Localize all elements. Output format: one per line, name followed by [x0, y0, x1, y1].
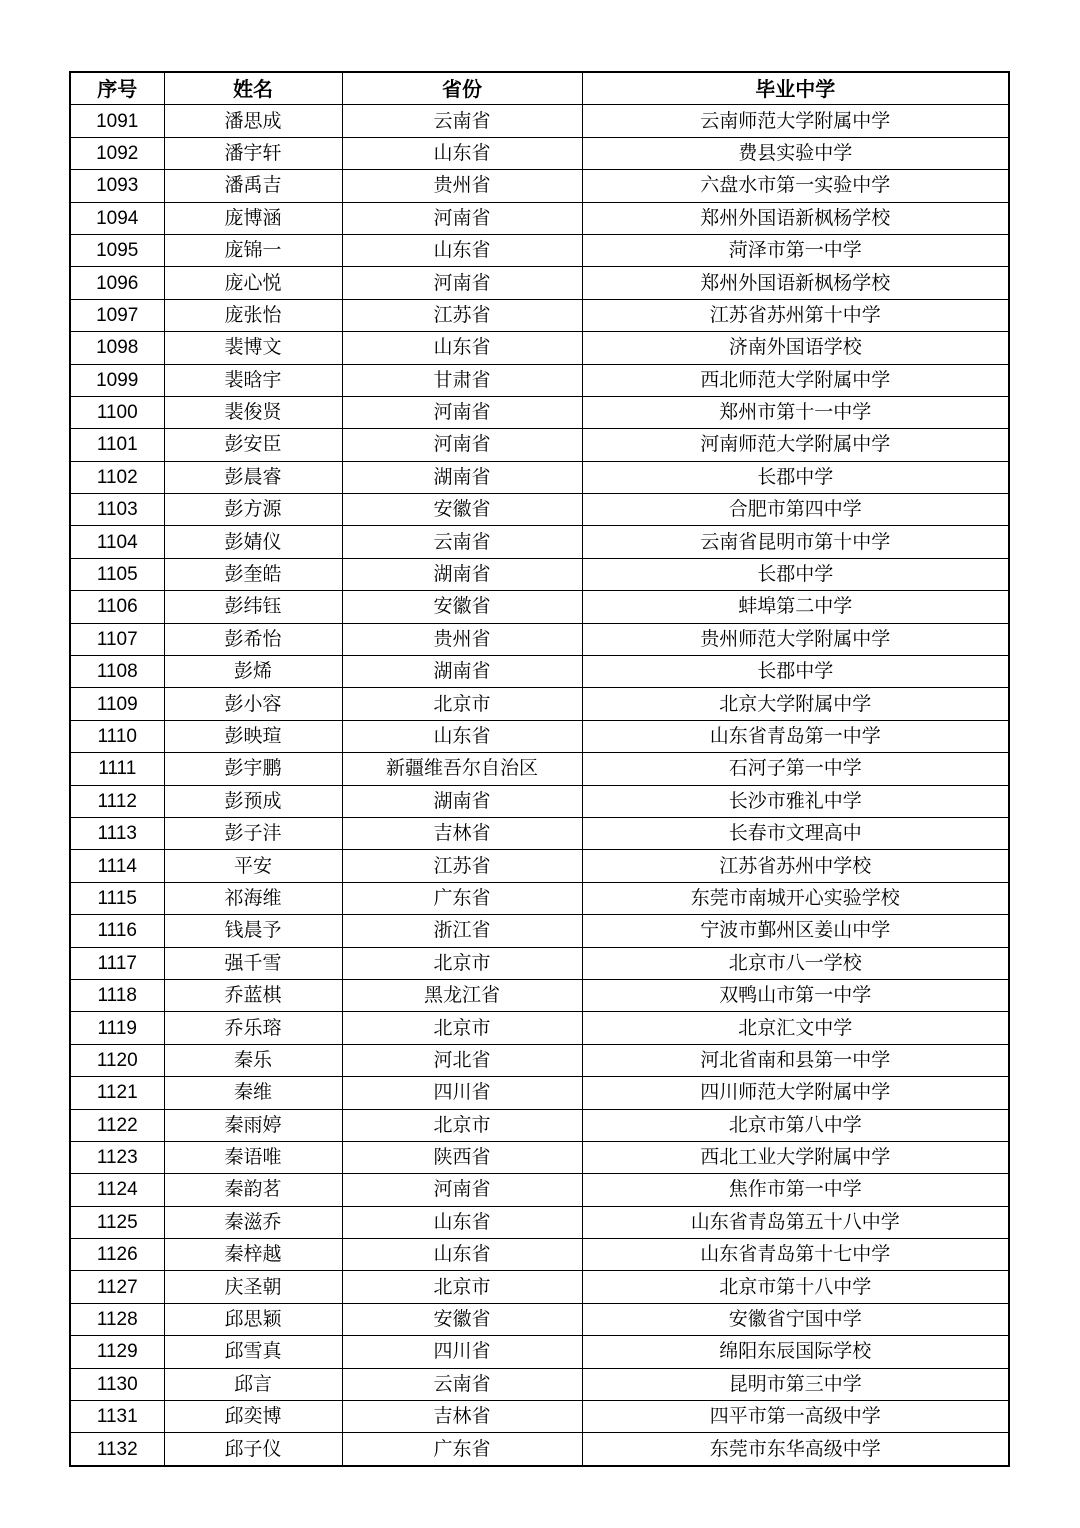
- cell-school: 东莞市东华高级中学: [582, 1433, 1009, 1466]
- table-row: [70, 137, 1009, 169]
- cell-school: 北京市八一学校: [582, 947, 1009, 979]
- cell-index: 1100: [70, 396, 164, 428]
- cell-province: 四川省: [342, 1336, 582, 1368]
- cell-name: 庞心悦: [164, 267, 342, 299]
- roster-sheet: [69, 71, 1010, 1467]
- cell-index: 1116: [70, 915, 164, 947]
- cell-index: 1120: [70, 1044, 164, 1076]
- cell-index: 1131: [70, 1401, 164, 1433]
- cell-name: 邱思颖: [164, 1303, 342, 1335]
- cell-name: 潘禹吉: [164, 170, 342, 202]
- table-row: [70, 1141, 1009, 1173]
- cell-province: 北京市: [342, 688, 582, 720]
- table-row: [70, 785, 1009, 817]
- cell-school: 安徽省宁国中学: [582, 1303, 1009, 1335]
- cell-province: 山东省: [342, 234, 582, 266]
- table-row: [70, 299, 1009, 331]
- cell-index: 1101: [70, 429, 164, 461]
- cell-school: 北京汇文中学: [582, 1012, 1009, 1044]
- cell-name: 裴博文: [164, 332, 342, 364]
- cell-name: 彭安臣: [164, 429, 342, 461]
- cell-name: 彭晨睿: [164, 461, 342, 493]
- cell-province: 北京市: [342, 1271, 582, 1303]
- cell-province: 湖南省: [342, 656, 582, 688]
- cell-province: 河南省: [342, 396, 582, 428]
- cell-school: 山东省青岛第五十八中学: [582, 1206, 1009, 1238]
- table-row: [70, 1336, 1009, 1368]
- table-row: [70, 105, 1009, 137]
- cell-index: 1130: [70, 1368, 164, 1400]
- cell-name: 潘宇轩: [164, 137, 342, 169]
- cell-school: 江苏省苏州中学校: [582, 850, 1009, 882]
- cell-index: 1097: [70, 299, 164, 331]
- cell-province: 新疆维吾尔自治区: [342, 753, 582, 785]
- cell-name: 彭婧仪: [164, 526, 342, 558]
- cell-name: 秦乐: [164, 1044, 342, 1076]
- cell-school: 石河子第一中学: [582, 753, 1009, 785]
- cell-province: 江苏省: [342, 299, 582, 331]
- cell-school: 合肥市第四中学: [582, 494, 1009, 526]
- cell-school: 昆明市第三中学: [582, 1368, 1009, 1400]
- cell-name: 庆圣朝: [164, 1271, 342, 1303]
- cell-school: 长郡中学: [582, 461, 1009, 493]
- table-row: [70, 396, 1009, 428]
- table-header-row: [70, 72, 1009, 105]
- table-row: [70, 526, 1009, 558]
- table-row: [70, 1206, 1009, 1238]
- cell-school: 济南外国语学校: [582, 332, 1009, 364]
- cell-province: 广东省: [342, 882, 582, 914]
- table-row: [70, 1433, 1009, 1466]
- cell-school: 绵阳东辰国际学校: [582, 1336, 1009, 1368]
- cell-index: 1102: [70, 461, 164, 493]
- table-row: [70, 1368, 1009, 1400]
- table-row: [70, 623, 1009, 655]
- cell-province: 四川省: [342, 1077, 582, 1109]
- cell-index: 1096: [70, 267, 164, 299]
- cell-index: 1111: [70, 753, 164, 785]
- table-row: [70, 364, 1009, 396]
- cell-province: 湖南省: [342, 558, 582, 590]
- cell-province: 吉林省: [342, 1401, 582, 1433]
- cell-province: 贵州省: [342, 170, 582, 202]
- table-body: [70, 105, 1009, 1466]
- cell-index: 1117: [70, 947, 164, 979]
- cell-province: 北京市: [342, 947, 582, 979]
- table-row: [70, 1271, 1009, 1303]
- cell-province: 云南省: [342, 1368, 582, 1400]
- cell-index: 1113: [70, 817, 164, 849]
- table-row: [70, 461, 1009, 493]
- cell-province: 山东省: [342, 137, 582, 169]
- table-row: [70, 720, 1009, 752]
- cell-index: 1127: [70, 1271, 164, 1303]
- cell-name: 裴俊贤: [164, 396, 342, 428]
- cell-index: 1123: [70, 1141, 164, 1173]
- cell-index: 1112: [70, 785, 164, 817]
- cell-name: 秦语唯: [164, 1141, 342, 1173]
- cell-name: 秦梓越: [164, 1239, 342, 1271]
- cell-province: 广东省: [342, 1433, 582, 1466]
- cell-index: 1126: [70, 1239, 164, 1271]
- cell-name: 彭奎皓: [164, 558, 342, 590]
- table-row: [70, 1044, 1009, 1076]
- cell-name: 彭宇鹏: [164, 753, 342, 785]
- cell-name: 裴晗宇: [164, 364, 342, 396]
- cell-school: 北京市第十八中学: [582, 1271, 1009, 1303]
- cell-name: 彭烯: [164, 656, 342, 688]
- column-header-province: 省份: [342, 72, 582, 105]
- cell-school: 郑州外国语新枫杨学校: [582, 267, 1009, 299]
- cell-province: 湖南省: [342, 785, 582, 817]
- cell-school: 云南师范大学附属中学: [582, 105, 1009, 137]
- table-row: [70, 1012, 1009, 1044]
- cell-index: 1094: [70, 202, 164, 234]
- cell-index: 1121: [70, 1077, 164, 1109]
- table-row: [70, 1109, 1009, 1141]
- table-row: [70, 1174, 1009, 1206]
- cell-school: 西北工业大学附属中学: [582, 1141, 1009, 1173]
- cell-index: 1107: [70, 623, 164, 655]
- cell-school: 贵州师范大学附属中学: [582, 623, 1009, 655]
- graduate-roster-table: [69, 71, 1010, 1467]
- cell-name: 邱雪真: [164, 1336, 342, 1368]
- table-row: [70, 1401, 1009, 1433]
- cell-province: 陕西省: [342, 1141, 582, 1173]
- cell-index: 1114: [70, 850, 164, 882]
- cell-name: 秦雨婷: [164, 1109, 342, 1141]
- cell-name: 彭映瑄: [164, 720, 342, 752]
- cell-school: 江苏省苏州第十中学: [582, 299, 1009, 331]
- cell-province: 湖南省: [342, 461, 582, 493]
- cell-name: 秦韵茗: [164, 1174, 342, 1206]
- cell-school: 长春市文理高中: [582, 817, 1009, 849]
- cell-province: 河南省: [342, 267, 582, 299]
- cell-index: 1125: [70, 1206, 164, 1238]
- cell-index: 1093: [70, 170, 164, 202]
- cell-school: 长郡中学: [582, 656, 1009, 688]
- cell-school: 北京大学附属中学: [582, 688, 1009, 720]
- cell-school: 蚌埠第二中学: [582, 591, 1009, 623]
- cell-name: 秦维: [164, 1077, 342, 1109]
- cell-name: 强千雪: [164, 947, 342, 979]
- table-row: [70, 332, 1009, 364]
- cell-index: 1128: [70, 1303, 164, 1335]
- column-header-school: 毕业中学: [582, 72, 1009, 105]
- cell-province: 河南省: [342, 429, 582, 461]
- cell-name: 秦滋乔: [164, 1206, 342, 1238]
- cell-index: 1106: [70, 591, 164, 623]
- cell-province: 安徽省: [342, 1303, 582, 1335]
- cell-province: 北京市: [342, 1012, 582, 1044]
- cell-province: 浙江省: [342, 915, 582, 947]
- table-row: [70, 688, 1009, 720]
- table-row: [70, 882, 1009, 914]
- cell-school: 北京市第八中学: [582, 1109, 1009, 1141]
- table-row: [70, 817, 1009, 849]
- cell-school: 六盘水市第一实验中学: [582, 170, 1009, 202]
- cell-name: 彭方源: [164, 494, 342, 526]
- column-header-name: 姓名: [164, 72, 342, 105]
- table-row: [70, 979, 1009, 1011]
- table-row: [70, 494, 1009, 526]
- column-header-index: 序号: [70, 72, 164, 105]
- cell-province: 山东省: [342, 1239, 582, 1271]
- cell-school: 焦作市第一中学: [582, 1174, 1009, 1206]
- cell-province: 山东省: [342, 720, 582, 752]
- cell-index: 1104: [70, 526, 164, 558]
- table-row: [70, 170, 1009, 202]
- cell-index: 1091: [70, 105, 164, 137]
- cell-school: 西北师范大学附属中学: [582, 364, 1009, 396]
- cell-name: 潘思成: [164, 105, 342, 137]
- cell-school: 云南省昆明市第十中学: [582, 526, 1009, 558]
- cell-index: 1132: [70, 1433, 164, 1466]
- cell-school: 河南师范大学附属中学: [582, 429, 1009, 461]
- table-row: [70, 234, 1009, 266]
- cell-index: 1105: [70, 558, 164, 590]
- cell-name: 庞博涵: [164, 202, 342, 234]
- cell-index: 1109: [70, 688, 164, 720]
- cell-province: 江苏省: [342, 850, 582, 882]
- cell-name: 庞张怡: [164, 299, 342, 331]
- cell-school: 宁波市鄞州区姜山中学: [582, 915, 1009, 947]
- cell-index: 1124: [70, 1174, 164, 1206]
- cell-province: 山东省: [342, 1206, 582, 1238]
- cell-province: 北京市: [342, 1109, 582, 1141]
- cell-school: 郑州市第十一中学: [582, 396, 1009, 428]
- cell-name: 平安: [164, 850, 342, 882]
- cell-index: 1099: [70, 364, 164, 396]
- cell-name: 乔蓝棋: [164, 979, 342, 1011]
- cell-name: 彭希怡: [164, 623, 342, 655]
- cell-index: 1095: [70, 234, 164, 266]
- cell-province: 安徽省: [342, 591, 582, 623]
- cell-province: 云南省: [342, 105, 582, 137]
- cell-name: 祁海维: [164, 882, 342, 914]
- cell-index: 1122: [70, 1109, 164, 1141]
- cell-name: 邱子仪: [164, 1433, 342, 1466]
- cell-index: 1129: [70, 1336, 164, 1368]
- table-row: [70, 558, 1009, 590]
- cell-province: 甘肃省: [342, 364, 582, 396]
- table-row: [70, 947, 1009, 979]
- table-row: [70, 915, 1009, 947]
- cell-index: 1098: [70, 332, 164, 364]
- cell-school: 山东省青岛第十七中学: [582, 1239, 1009, 1271]
- table-row: [70, 267, 1009, 299]
- cell-school: 东莞市南城开心实验学校: [582, 882, 1009, 914]
- table-row: [70, 1239, 1009, 1271]
- table-row: [70, 202, 1009, 234]
- cell-name: 庞锦一: [164, 234, 342, 266]
- cell-index: 1110: [70, 720, 164, 752]
- cell-province: 山东省: [342, 332, 582, 364]
- cell-province: 贵州省: [342, 623, 582, 655]
- cell-name: 彭预成: [164, 785, 342, 817]
- cell-index: 1103: [70, 494, 164, 526]
- cell-province: 云南省: [342, 526, 582, 558]
- cell-index: 1092: [70, 137, 164, 169]
- cell-name: 彭子沣: [164, 817, 342, 849]
- cell-index: 1108: [70, 656, 164, 688]
- cell-school: 四川师范大学附属中学: [582, 1077, 1009, 1109]
- cell-name: 彭小容: [164, 688, 342, 720]
- cell-province: 黑龙江省: [342, 979, 582, 1011]
- table-row: [70, 1303, 1009, 1335]
- table-row: [70, 429, 1009, 461]
- cell-province: 安徽省: [342, 494, 582, 526]
- cell-school: 长沙市雅礼中学: [582, 785, 1009, 817]
- cell-name: 邱奕博: [164, 1401, 342, 1433]
- cell-school: 四平市第一高级中学: [582, 1401, 1009, 1433]
- cell-school: 郑州外国语新枫杨学校: [582, 202, 1009, 234]
- cell-province: 河南省: [342, 202, 582, 234]
- table-row: [70, 656, 1009, 688]
- table-row: [70, 850, 1009, 882]
- cell-school: 山东省青岛第一中学: [582, 720, 1009, 752]
- cell-name: 邱言: [164, 1368, 342, 1400]
- cell-name: 钱晨予: [164, 915, 342, 947]
- cell-index: 1115: [70, 882, 164, 914]
- cell-school: 菏泽市第一中学: [582, 234, 1009, 266]
- cell-name: 乔乐瑢: [164, 1012, 342, 1044]
- cell-index: 1118: [70, 979, 164, 1011]
- table-row: [70, 753, 1009, 785]
- cell-province: 河北省: [342, 1044, 582, 1076]
- cell-index: 1119: [70, 1012, 164, 1044]
- cell-school: 费县实验中学: [582, 137, 1009, 169]
- cell-school: 河北省南和县第一中学: [582, 1044, 1009, 1076]
- cell-province: 河南省: [342, 1174, 582, 1206]
- cell-school: 双鸭山市第一中学: [582, 979, 1009, 1011]
- cell-province: 吉林省: [342, 817, 582, 849]
- table-row: [70, 591, 1009, 623]
- table-row: [70, 1077, 1009, 1109]
- cell-school: 长郡中学: [582, 558, 1009, 590]
- cell-name: 彭纬钰: [164, 591, 342, 623]
